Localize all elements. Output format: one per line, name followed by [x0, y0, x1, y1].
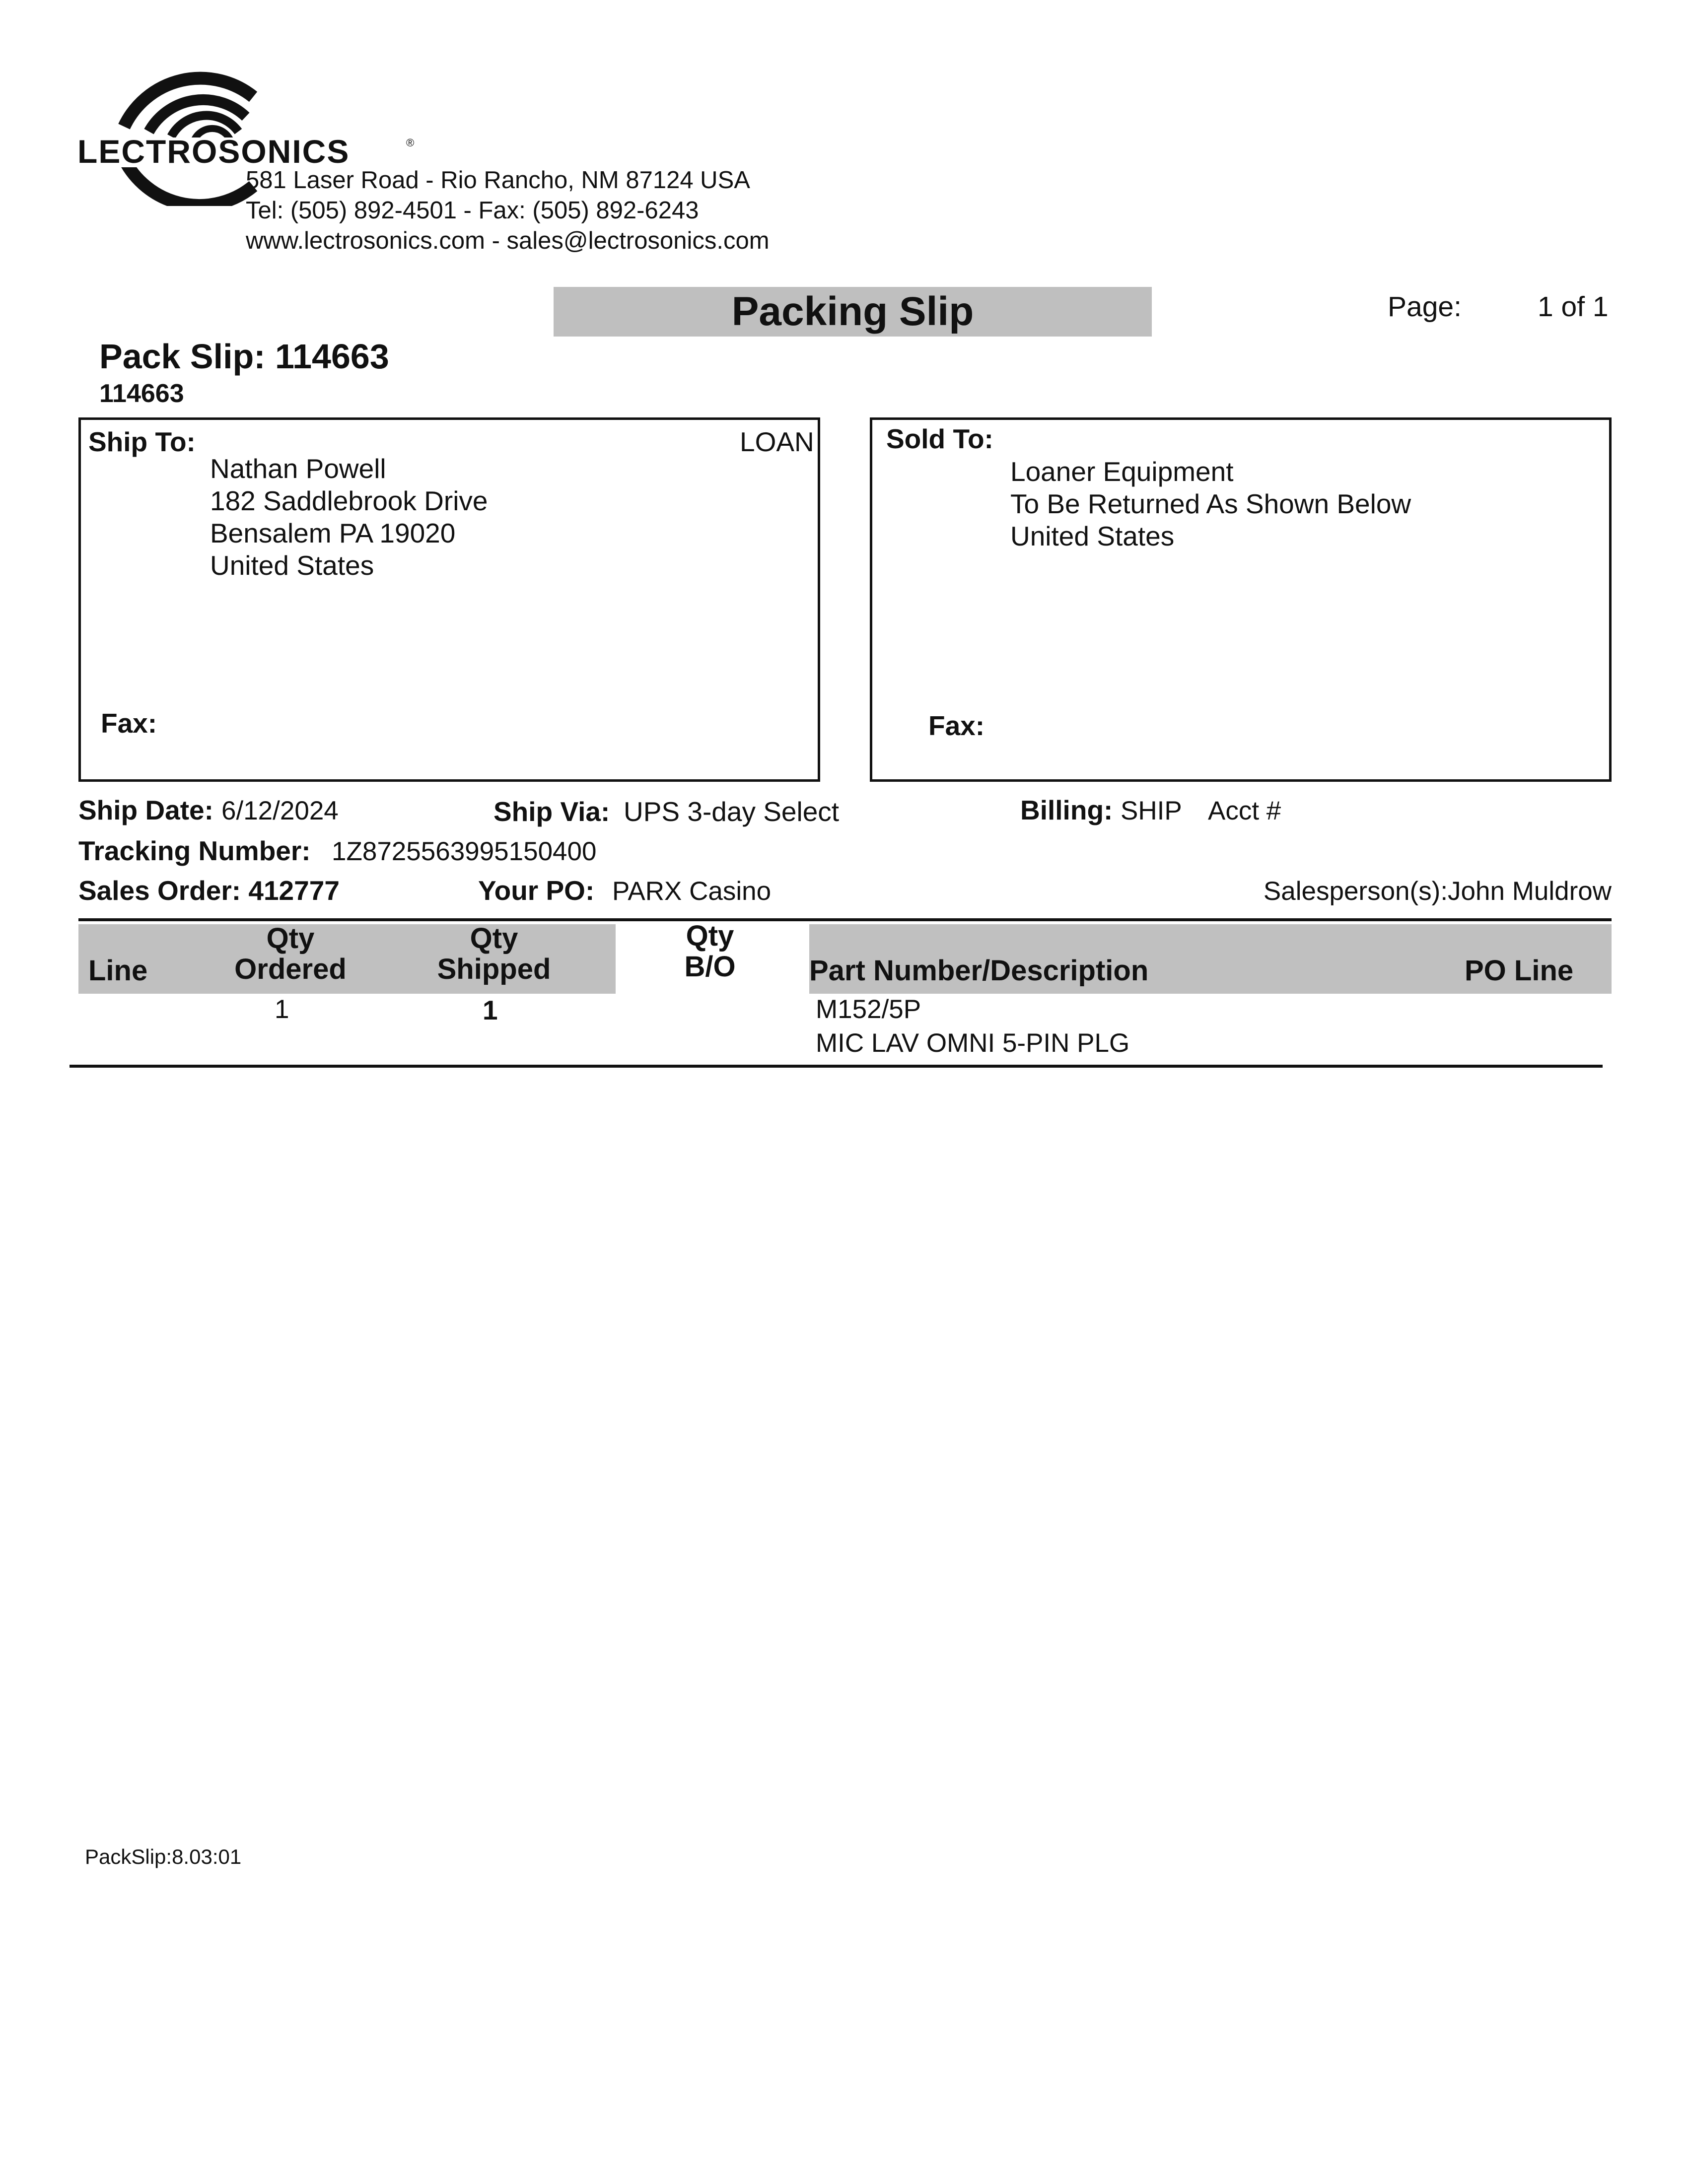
table-bottom-rule	[70, 1065, 1603, 1068]
ship-to-line: 182 Saddlebrook Drive	[210, 485, 488, 516]
ship-to-line: United States	[210, 550, 374, 581]
company-web: www.lectrosonics.com - sales@lectrosonics.com	[246, 227, 770, 254]
pack-slip-heading: Pack Slip: 114663	[99, 337, 389, 376]
col-qty-shipped	[422, 923, 566, 985]
sales-order: Sales Order: 412777	[78, 875, 340, 906]
ship-to-line: Bensalem PA 19020	[210, 518, 456, 548]
form-id: PackSlip:8.03:01	[85, 1845, 242, 1868]
ship-to-label: Ship To:	[88, 426, 196, 457]
sold-to-fax-label: Fax:	[928, 710, 985, 741]
col-qty-ordered-line: Qty	[266, 922, 315, 955]
row-description: MIC LAV OMNI 5-PIN PLG	[816, 1028, 1130, 1058]
sold-to-label: Sold To:	[886, 423, 993, 454]
your-po-label: Your PO:	[478, 875, 595, 906]
billing-value: SHIP	[1121, 796, 1182, 825]
row-part-number: M152/5P	[816, 995, 921, 1024]
svg-text:®: ®	[406, 136, 415, 149]
salesperson: Salesperson(s):John Muldrow	[1263, 877, 1612, 906]
company-address: 581 Laser Road - Rio Rancho, NM 87124 USA	[246, 167, 750, 194]
tracking-value: 1Z8725563995150400	[332, 837, 597, 866]
page-label: Page:	[1388, 291, 1462, 323]
sold-to-line: United States	[1010, 521, 1175, 551]
row-qty-ordered: 1	[275, 995, 289, 1024]
col-qty-bo-line: B/O	[684, 951, 736, 983]
document-title-bar	[554, 287, 1152, 337]
billing-label: Billing:	[1020, 795, 1113, 825]
ship-date-label: Ship Date:	[78, 795, 213, 825]
pack-slip-number: 114663	[99, 379, 184, 408]
logo-wordmark: LECTROSONICS	[77, 133, 350, 170]
ship-to-fax-label: Fax:	[101, 708, 157, 739]
sold-to-line: Loaner Equipment	[1010, 456, 1234, 487]
acct-label: Acct #	[1208, 796, 1281, 825]
document-title: Packing Slip	[731, 289, 974, 334]
details-divider	[78, 918, 1612, 921]
col-qty-bo	[645, 921, 774, 982]
your-po-value: PARX Casino	[612, 877, 772, 906]
ship-date-value: 6/12/2024	[221, 796, 339, 825]
company-contact: Tel: (505) 892-4501 - Fax: (505) 892-6243	[246, 197, 699, 224]
row-qty-shipped: 1	[483, 995, 498, 1025]
ship-to-type: LOAN	[740, 426, 814, 457]
tracking-label: Tracking Number:	[78, 835, 311, 866]
page-value: 1 of 1	[1538, 291, 1609, 323]
col-qty-shipped-line: Qty	[470, 922, 518, 955]
ship-via-label: Ship Via:	[493, 796, 610, 827]
col-qty-shipped-line: Shipped	[437, 953, 551, 985]
ship-to-box	[78, 417, 820, 782]
col-qty-ordered	[218, 923, 362, 985]
col-line: Line	[88, 955, 148, 987]
col-part-description: Part Number/Description	[809, 955, 1149, 987]
sold-to-line: To Be Returned As Shown Below	[1010, 488, 1411, 519]
col-qty-bo-line: Qty	[686, 920, 734, 952]
col-po-line: PO Line	[1465, 955, 1574, 987]
ship-via-value: UPS 3-day Select	[624, 796, 840, 827]
ship-to-line: Nathan Powell	[210, 453, 386, 484]
col-qty-ordered-line: Ordered	[234, 953, 347, 985]
